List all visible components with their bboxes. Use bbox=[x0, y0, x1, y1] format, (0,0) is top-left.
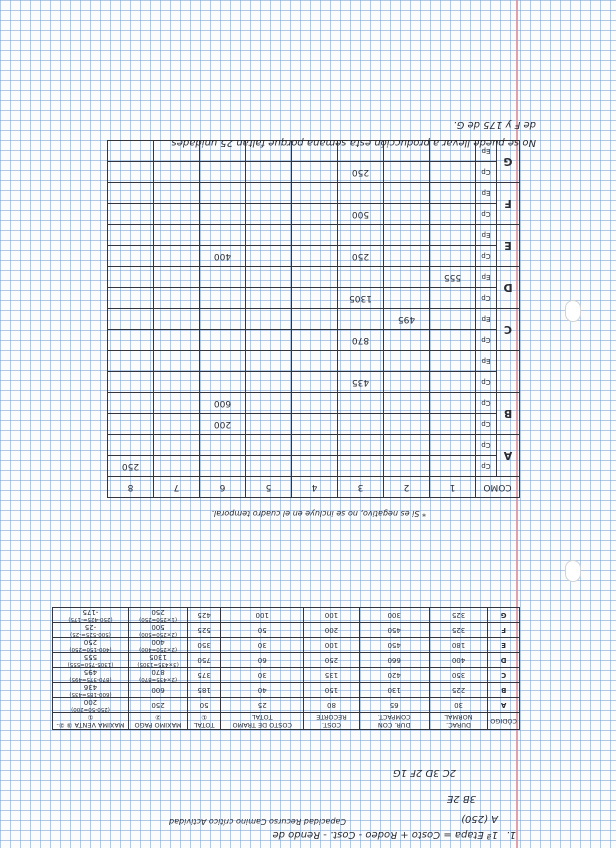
roadmap-cell bbox=[154, 330, 200, 351]
roadmap-subrow-label: Cp bbox=[476, 393, 497, 414]
roadmap-cell bbox=[246, 246, 292, 267]
roadmap-cell bbox=[338, 414, 384, 435]
cell-note: (870-375=495) bbox=[69, 676, 112, 682]
roadmap-cell: 250 bbox=[338, 162, 384, 183]
cell-value: 350 bbox=[429, 668, 487, 683]
roadmap-cell bbox=[430, 162, 476, 183]
cell-value: -175 bbox=[82, 608, 99, 616]
roadmap-cell bbox=[338, 435, 384, 456]
roadmap-cell bbox=[430, 456, 476, 477]
roadmap-cell bbox=[154, 393, 200, 414]
row-code: A bbox=[488, 698, 520, 713]
row-code: D bbox=[488, 653, 520, 668]
roadmap-cell: 435 bbox=[338, 372, 384, 393]
header-subtitle: Capacidad Recurso Camino crítico Actividad bbox=[169, 817, 346, 826]
roadmap-subrow-label: Cp bbox=[476, 456, 497, 477]
breakdown-row bbox=[53, 668, 520, 683]
roadmap-subrow-label: Cp bbox=[476, 204, 497, 225]
roadmap-cell: 250 bbox=[338, 246, 384, 267]
roadmap-row bbox=[108, 246, 520, 267]
cell-value: 130 bbox=[359, 683, 429, 698]
roadmap-subrow-label: Cp bbox=[476, 288, 497, 309]
conclusion-line-2: de F y 175 de G. bbox=[453, 119, 536, 130]
roadmap-row bbox=[108, 267, 520, 288]
roadmap-cell bbox=[430, 351, 476, 372]
roadmap-cell bbox=[292, 309, 338, 330]
cell-value: 325 bbox=[429, 608, 487, 623]
roadmap-cell bbox=[246, 351, 292, 372]
roadmap-row-label: E bbox=[497, 225, 520, 267]
cell-value: 100 bbox=[304, 638, 359, 653]
cell-note: (250-50=200) bbox=[71, 706, 110, 712]
roadmap-cell bbox=[246, 393, 292, 414]
cell-value: 375 bbox=[188, 668, 221, 683]
roadmap-column-header: 4 bbox=[292, 477, 338, 498]
roadmap-cell bbox=[200, 330, 246, 351]
cell-value: 500 bbox=[151, 623, 165, 631]
breakdown-row bbox=[53, 653, 520, 668]
roadmap-row bbox=[108, 393, 520, 414]
col-header: MAXIMA VENTA ③ ②-① bbox=[53, 713, 129, 730]
cell-note: (400-150=250) bbox=[69, 646, 112, 652]
breakdown-row bbox=[53, 683, 520, 698]
cell-value bbox=[128, 638, 187, 653]
roadmap-cell bbox=[108, 225, 154, 246]
cell-value: 30 bbox=[221, 668, 304, 683]
cell-value bbox=[53, 608, 129, 623]
cell-value: 400 bbox=[151, 638, 165, 646]
cell-value bbox=[53, 623, 129, 638]
roadmap-column-header: 5 bbox=[246, 477, 292, 498]
roadmap-cell bbox=[292, 330, 338, 351]
col-header: COSTO DE TRAMO TOTAL bbox=[221, 713, 304, 730]
cell-value: 425 bbox=[188, 608, 221, 623]
cell-value: 250 bbox=[83, 638, 98, 646]
roadmap-cell bbox=[154, 162, 200, 183]
roadmap-cell bbox=[154, 246, 200, 267]
roadmap-cell bbox=[292, 435, 338, 456]
cell-value: 100 bbox=[221, 608, 304, 623]
problem-number: 1. bbox=[506, 829, 516, 840]
roadmap-cell bbox=[200, 162, 246, 183]
cell-value: 555 bbox=[83, 653, 98, 661]
roadmap-cell bbox=[430, 204, 476, 225]
roadmap-cell bbox=[292, 246, 338, 267]
roadmap-cell bbox=[338, 267, 384, 288]
cell-value: 750 bbox=[188, 653, 221, 668]
roadmap-cell bbox=[246, 372, 292, 393]
roadmap-column-header: 2 bbox=[384, 477, 430, 498]
roadmap-cell bbox=[246, 183, 292, 204]
col-header: TOTAL ① bbox=[188, 713, 221, 730]
cell-value: 1305 bbox=[149, 653, 167, 661]
cell-value: 525 bbox=[188, 623, 221, 638]
roadmap-cell bbox=[246, 435, 292, 456]
roadmap-column-header: 7 bbox=[154, 477, 200, 498]
roadmap-cell: 600 bbox=[200, 393, 246, 414]
roadmap-cell bbox=[108, 372, 154, 393]
roadmap-cell bbox=[108, 435, 154, 456]
breakdown-row bbox=[53, 623, 520, 638]
roadmap-cell bbox=[292, 351, 338, 372]
roadmap-cell bbox=[430, 330, 476, 351]
roadmap-cell bbox=[384, 414, 430, 435]
roadmap-row-label: D bbox=[497, 267, 520, 309]
roadmap-cell bbox=[292, 183, 338, 204]
cell-value bbox=[128, 623, 187, 638]
col-header: CÓDIGO bbox=[488, 713, 520, 730]
cell-value: 40 bbox=[221, 683, 304, 698]
roadmap-row bbox=[108, 456, 520, 477]
roadmap-cell bbox=[384, 393, 430, 414]
roadmap-cell: 555 bbox=[430, 267, 476, 288]
cell-value: 250 bbox=[151, 608, 165, 616]
cell-value: 350 bbox=[188, 638, 221, 653]
roadmap-cell bbox=[154, 204, 200, 225]
roadmap-cell bbox=[338, 456, 384, 477]
col-header: DUR. CON COMPACT. bbox=[359, 713, 429, 730]
row-code: B bbox=[488, 683, 520, 698]
roadmap-cell bbox=[430, 414, 476, 435]
negative-note: * Si es negativo, no se incluye en el cuadro temporal. bbox=[211, 509, 426, 518]
roadmap-cell bbox=[200, 288, 246, 309]
cell-value: -25 bbox=[84, 623, 97, 631]
roadmap-cell bbox=[154, 351, 200, 372]
roadmap-cell bbox=[292, 456, 338, 477]
roadmap-subrow-label: Cp bbox=[476, 162, 497, 183]
cell-value: 135 bbox=[304, 668, 359, 683]
cell-value bbox=[128, 668, 187, 683]
roadmap-cell bbox=[430, 288, 476, 309]
cell-value: 300 bbox=[359, 608, 429, 623]
roadmap-cell bbox=[108, 393, 154, 414]
roadmap-column-header: 6 bbox=[200, 477, 246, 498]
cell-value: 30 bbox=[429, 698, 487, 713]
roadmap-cell bbox=[384, 183, 430, 204]
roadmap-cell bbox=[430, 225, 476, 246]
roadmap-cell: 1305 bbox=[338, 288, 384, 309]
roadmap-cell bbox=[384, 330, 430, 351]
roadmap-row bbox=[108, 414, 520, 435]
roadmap-cell bbox=[200, 225, 246, 246]
roadmap-subrow-label: Ep bbox=[476, 141, 497, 162]
roadmap-header-row bbox=[108, 477, 520, 498]
roadmap-cell bbox=[200, 435, 246, 456]
roadmap-row bbox=[108, 309, 520, 330]
roadmap-subrow-label: Ep bbox=[476, 267, 497, 288]
cell-value: 420 bbox=[359, 668, 429, 683]
roadmap-cell bbox=[292, 162, 338, 183]
roadmap-cell: 870 bbox=[338, 330, 384, 351]
roadmap-cell bbox=[200, 267, 246, 288]
roadmap-cell bbox=[200, 183, 246, 204]
roadmap-cell bbox=[108, 330, 154, 351]
cell-value: 870 bbox=[151, 668, 165, 676]
header-title: 1ª Etapa = Costo + Rodeo - Cost. - Rendo de bbox=[272, 829, 498, 840]
cell-value: 225 bbox=[429, 683, 487, 698]
roadmap-cell bbox=[246, 162, 292, 183]
roadmap-cell bbox=[292, 393, 338, 414]
cell-value: 30 bbox=[221, 638, 304, 653]
breakdown-row bbox=[53, 608, 520, 623]
roadmap-subrow-label: Ep bbox=[476, 309, 497, 330]
roadmap-cell bbox=[292, 414, 338, 435]
roadmap-cell: 500 bbox=[338, 204, 384, 225]
cell-value: 250 bbox=[304, 653, 359, 668]
roadmap-cell bbox=[384, 162, 430, 183]
roadmap-row-label: C bbox=[497, 309, 520, 351]
cell-note: (2×250=400) bbox=[139, 646, 178, 652]
conclusion-line-1: No se puede llevar a producción esta semana porque faltan 25 unidades bbox=[171, 137, 536, 148]
roadmap-cell bbox=[200, 309, 246, 330]
cell-note: (1305-750=555) bbox=[67, 661, 114, 667]
cell-value: 100 bbox=[304, 608, 359, 623]
cell-note: (600-185=435) bbox=[69, 691, 112, 697]
roadmap-column-header: 1 bbox=[430, 477, 476, 498]
roadmap-row bbox=[108, 351, 520, 372]
roadmap-cell bbox=[292, 225, 338, 246]
roadmap-cell bbox=[200, 351, 246, 372]
roadmap-cell bbox=[430, 393, 476, 414]
cell-value: 600 bbox=[151, 686, 165, 694]
roadmap-cell bbox=[338, 393, 384, 414]
roadmap-cell bbox=[108, 351, 154, 372]
roadmap-row-label: F bbox=[497, 183, 520, 225]
cell-note: (3×435=1305) bbox=[137, 661, 179, 667]
cell-value: 450 bbox=[359, 638, 429, 653]
roadmap-cell bbox=[292, 267, 338, 288]
col-header: COST. RECORTE bbox=[304, 713, 359, 730]
cell-value bbox=[128, 608, 187, 623]
cell-value: 80 bbox=[304, 698, 359, 713]
cell-value: 185 bbox=[188, 683, 221, 698]
roadmap-cell bbox=[430, 372, 476, 393]
roadmap-subrow-label: Cp bbox=[476, 414, 497, 435]
roadmap-cell bbox=[292, 288, 338, 309]
roadmap-cell bbox=[154, 183, 200, 204]
cell-note: (250-425=-175) bbox=[68, 616, 113, 622]
cell-value: 65 bbox=[359, 698, 429, 713]
roadmap-row bbox=[108, 330, 520, 351]
roadmap-cell bbox=[246, 225, 292, 246]
roadmap-row-label: A bbox=[497, 435, 520, 477]
roadmap-cell bbox=[154, 225, 200, 246]
roadmap-cell bbox=[154, 414, 200, 435]
cell-value: 250 bbox=[151, 701, 165, 709]
roadmap-cell bbox=[108, 162, 154, 183]
roadmap-cell: 495 bbox=[384, 309, 430, 330]
roadmap-cell bbox=[430, 183, 476, 204]
roadmap-row bbox=[108, 204, 520, 225]
roadmap-cell bbox=[246, 456, 292, 477]
cell-value: 660 bbox=[359, 653, 429, 668]
cell-value: 400 bbox=[429, 653, 487, 668]
roadmap-column-header: 8 bbox=[108, 477, 154, 498]
cell-note: (500-525=-25) bbox=[70, 631, 111, 637]
roadmap-cell: 200 bbox=[200, 414, 246, 435]
roadmap-cell bbox=[154, 372, 200, 393]
cell-value: 495 bbox=[83, 668, 98, 676]
cell-note: (2×435=870) bbox=[139, 676, 178, 682]
cell-value: 150 bbox=[304, 683, 359, 698]
roadmap-cell bbox=[108, 204, 154, 225]
roadmap-row bbox=[108, 183, 520, 204]
roadmap-row bbox=[108, 288, 520, 309]
roadmap-row-label: G bbox=[497, 141, 520, 183]
cell-value: 50 bbox=[221, 623, 304, 638]
tree-level-1: 3B 2E bbox=[446, 793, 476, 804]
cell-note: (1×250=250) bbox=[139, 616, 178, 622]
cell-value: 180 bbox=[429, 638, 487, 653]
roadmap-cell bbox=[246, 204, 292, 225]
roadmap-cell bbox=[108, 246, 154, 267]
col-header: DURAC. NORMAL bbox=[429, 713, 487, 730]
roadmap-row bbox=[108, 225, 520, 246]
cell-value bbox=[53, 698, 129, 713]
roadmap-cell bbox=[246, 309, 292, 330]
roadmap-cell bbox=[108, 414, 154, 435]
roadmap-subrow-label: Ep bbox=[476, 351, 497, 372]
roadmap-cell bbox=[384, 435, 430, 456]
cell-value: 25 bbox=[221, 698, 304, 713]
roadmap-cell bbox=[246, 414, 292, 435]
roadmap-cell bbox=[108, 267, 154, 288]
roadmap-corner: COMO bbox=[476, 477, 520, 498]
row-code: G bbox=[488, 608, 520, 623]
tree-level-2: 2C 3D 2F 1G bbox=[392, 767, 456, 778]
roadmap-cell bbox=[384, 288, 430, 309]
roadmap-cell bbox=[200, 372, 246, 393]
col-header: MAXIMO PAGO ② bbox=[128, 713, 187, 730]
roadmap-cell bbox=[154, 435, 200, 456]
roadmap-row bbox=[108, 162, 520, 183]
cell-value bbox=[53, 653, 129, 668]
cell-value: 450 bbox=[359, 623, 429, 638]
roadmap-cell bbox=[430, 309, 476, 330]
roadmap-cell bbox=[200, 456, 246, 477]
roadmap-cell bbox=[292, 204, 338, 225]
cell-value bbox=[128, 698, 187, 713]
roadmap-cell bbox=[292, 372, 338, 393]
roadmap-subrow-label: Cp bbox=[476, 246, 497, 267]
roadmap-subrow-label: Ep bbox=[476, 225, 497, 246]
roadmap-row-label: B bbox=[497, 393, 520, 435]
row-code: C bbox=[488, 668, 520, 683]
cell-value: 325 bbox=[429, 623, 487, 638]
cell-value bbox=[128, 683, 187, 698]
cell-value: 60 bbox=[221, 653, 304, 668]
cell-value: 200 bbox=[304, 623, 359, 638]
roadmap-cell bbox=[338, 309, 384, 330]
roadmap-cell bbox=[200, 204, 246, 225]
cell-value bbox=[53, 638, 129, 653]
roadmap-cell bbox=[338, 183, 384, 204]
roadmap-cell bbox=[108, 141, 154, 162]
roadmap-subrow-label: Ep bbox=[476, 183, 497, 204]
breakdown-table bbox=[52, 607, 520, 730]
roadmap-cell bbox=[108, 288, 154, 309]
cell-note: (2×250=500) bbox=[139, 631, 178, 637]
roadmap-subrow-label: Cp bbox=[476, 330, 497, 351]
roadmap-cell bbox=[154, 309, 200, 330]
roadmap-cell bbox=[384, 246, 430, 267]
roadmap-table bbox=[107, 140, 520, 498]
breakdown-row bbox=[53, 698, 520, 713]
roadmap-row bbox=[108, 435, 520, 456]
roadmap-cell: 400 bbox=[200, 246, 246, 267]
roadmap-subrow-label: Cp bbox=[476, 435, 497, 456]
roadmap-subrow-label: Cp bbox=[476, 372, 497, 393]
roadmap-cell bbox=[108, 183, 154, 204]
roadmap-cell bbox=[154, 267, 200, 288]
cell-value bbox=[53, 683, 129, 698]
cell-value: 50 bbox=[188, 698, 221, 713]
roadmap-cell bbox=[246, 288, 292, 309]
roadmap-cell bbox=[384, 372, 430, 393]
row-code: F bbox=[488, 623, 520, 638]
roadmap-cell bbox=[154, 456, 200, 477]
roadmap-cell bbox=[108, 309, 154, 330]
row-code: E bbox=[488, 638, 520, 653]
roadmap-cell bbox=[246, 330, 292, 351]
roadmap-cell bbox=[246, 267, 292, 288]
roadmap-cell bbox=[384, 456, 430, 477]
roadmap-cell bbox=[384, 351, 430, 372]
roadmap-cell bbox=[154, 288, 200, 309]
roadmap-cell bbox=[338, 225, 384, 246]
roadmap-cell bbox=[384, 267, 430, 288]
activity-label: A (250) bbox=[461, 813, 498, 824]
cell-value bbox=[53, 668, 129, 683]
cell-value: 200 bbox=[83, 698, 98, 706]
roadmap-cell bbox=[384, 225, 430, 246]
cell-value: 436 bbox=[83, 683, 98, 691]
roadmap-cell: 250 bbox=[108, 456, 154, 477]
breakdown-row bbox=[53, 638, 520, 653]
roadmap-row-label bbox=[497, 351, 520, 393]
roadmap-cell bbox=[338, 351, 384, 372]
roadmap-cell bbox=[430, 246, 476, 267]
roadmap-cell bbox=[384, 204, 430, 225]
cell-value bbox=[128, 653, 187, 668]
roadmap-cell bbox=[430, 435, 476, 456]
roadmap-column-header: 3 bbox=[338, 477, 384, 498]
roadmap-row bbox=[108, 372, 520, 393]
